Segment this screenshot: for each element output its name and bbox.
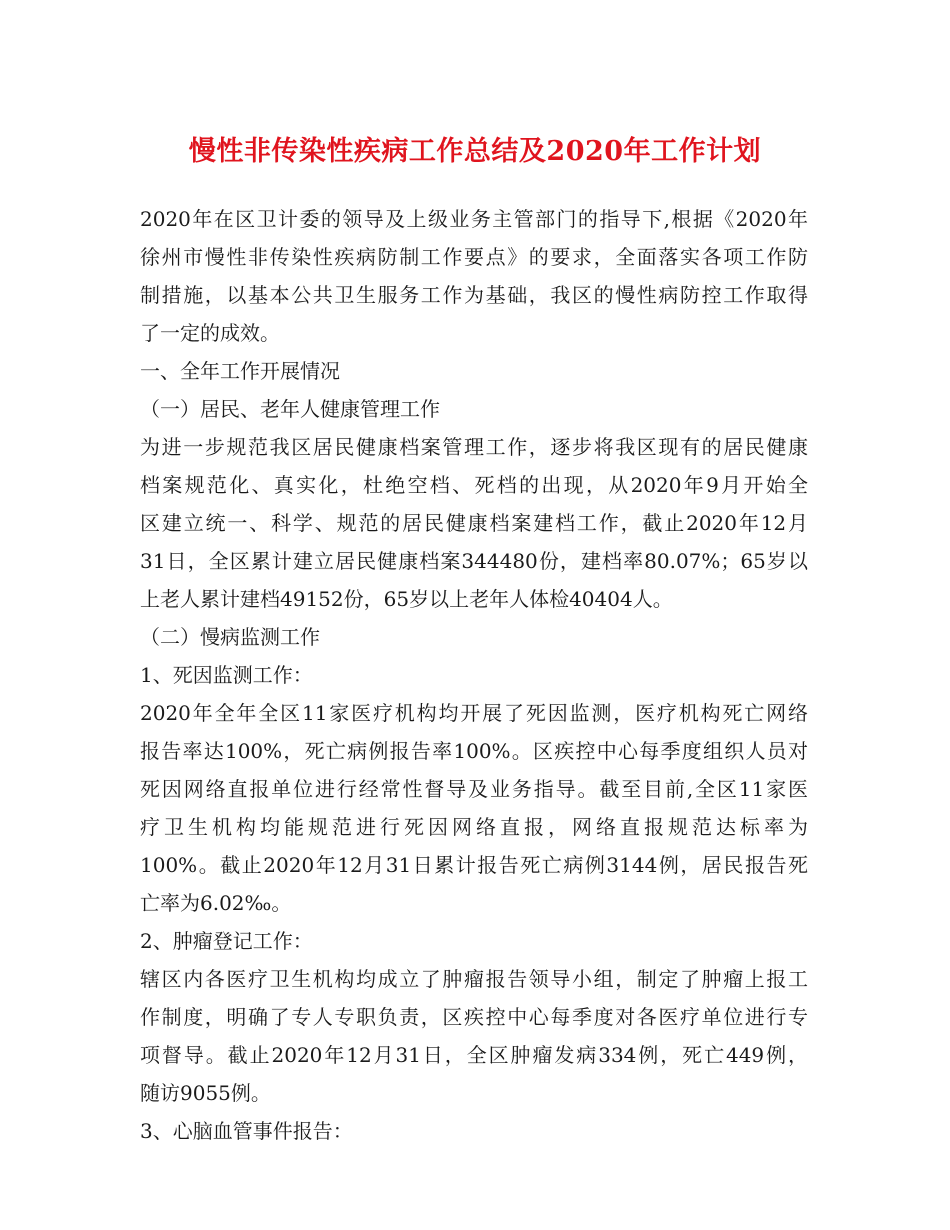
body-line: 为进一步规范我区居民健康档案管理工作，逐步将我区现有的居民健康: [140, 435, 808, 459]
document-body: [140, 200, 808, 1150]
body-line: 制措施，以基本公共卫生服务工作为基础，我区的慢性病防控工作取得: [140, 283, 808, 307]
body-line: （二）慢病监测工作: [140, 625, 320, 649]
body-line: 随访9055例。: [140, 1081, 271, 1105]
body-line: 作制度，明确了专人专职负责，区疾控中心每季度对各医疗单位进行专: [140, 1005, 808, 1029]
body-line: 疗卫生机构均能规范进行死因网络直报，网络直报规范达标率为: [140, 815, 808, 839]
body-line: 徐州市慢性非传染性疾病防制工作要点》的要求，全面落实各项工作防: [140, 245, 808, 269]
body-line: 100%。截止2020年12月31日累计报告死亡病例3144例，居民报告死: [140, 853, 808, 877]
body-line: 2020年在区卫计委的领导及上级业务主管部门的指导下,根据《2020年: [140, 207, 808, 231]
body-line: 了一定的成效。: [140, 321, 280, 345]
body-line: 辖区内各医疗卫生机构均成立了肿瘤报告领导小组，制定了肿瘤上报工: [140, 967, 808, 991]
body-line: 档案规范化、真实化，杜绝空档、死档的出现，从2020年9月开始全: [140, 473, 808, 497]
body-line: 死因网络直报单位进行经常性督导及业务指导。截至目前,全区11家医: [140, 777, 808, 801]
body-line: （一）居民、老年人健康管理工作: [140, 397, 440, 421]
body-line: 区建立统一、科学、规范的居民健康档案建档工作，截止2020年12月: [140, 511, 808, 535]
document-title: 慢性非传染性疾病工作总结及2020年工作计划: [188, 136, 762, 167]
body-line: 2、肿瘤登记工作：: [140, 929, 313, 953]
body-line: 31日，全区累计建立居民健康档案344480份，建档率80.07%；65岁以: [140, 549, 808, 573]
body-line: 1、死因监测工作：: [140, 663, 313, 687]
body-line: 亡率为6.02‰。: [140, 891, 292, 915]
body-line: 项督导。截止2020年12月31日，全区肿瘤发病334例，死亡449例，: [140, 1043, 808, 1067]
body-line: 报告率达100%，死亡病例报告率100%。区疾控中心每季度组织人员对: [140, 739, 808, 763]
body-line: 一、全年工作开展情况: [140, 359, 340, 383]
body-line: 3、心脑血管事件报告：: [140, 1119, 353, 1143]
body-line: 2020年全年全区11家医疗机构均开展了死因监测，医疗机构死亡网络: [140, 701, 808, 725]
body-line: 上老人累计建档49152份，65岁以上老年人体检40404人。: [140, 587, 673, 611]
